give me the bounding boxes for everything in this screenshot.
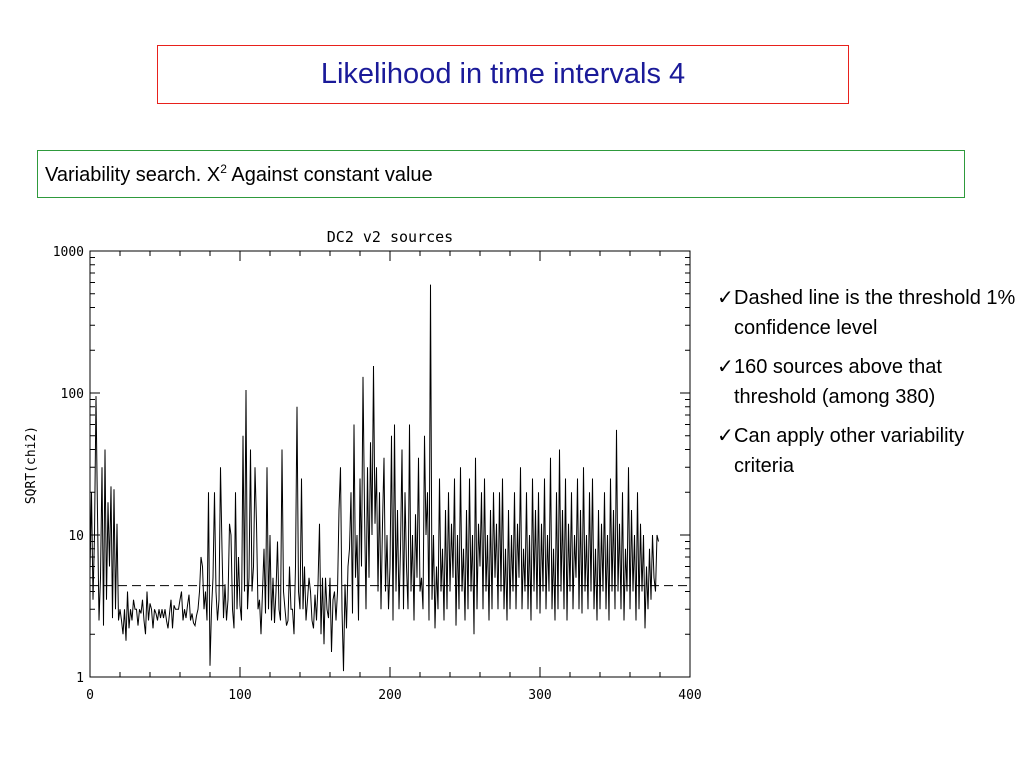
chi2-series-line xyxy=(90,285,659,672)
check-icon: ✓ xyxy=(717,356,734,378)
bullet-text: 160 sources above that threshold (among 380) xyxy=(734,356,942,408)
check-icon: ✓ xyxy=(717,425,734,447)
bullet-item xyxy=(717,352,1017,412)
x-tick-label: 0 xyxy=(86,688,94,703)
subtitle-rest-text: Against constant value xyxy=(226,163,433,186)
subtitle-superscript: 2 xyxy=(220,161,227,176)
slide-title: Likelihood in time intervals 4 xyxy=(320,58,686,90)
y-tick-label: 10 xyxy=(68,529,84,544)
title-box xyxy=(157,45,849,104)
bullet-list xyxy=(717,283,1017,490)
subtitle-main-text: Variability search. X xyxy=(45,163,221,186)
slide-subtitle xyxy=(45,162,433,187)
plot-frame xyxy=(90,251,690,677)
bullet-text: Can apply other variability criteria xyxy=(734,425,965,477)
x-tick-label: 400 xyxy=(678,688,702,703)
axis-ticks xyxy=(90,251,690,677)
y-tick-label: 1 xyxy=(76,671,84,686)
bullet-item xyxy=(717,421,1017,481)
chi2-chart xyxy=(0,215,710,715)
check-icon: ✓ xyxy=(717,287,734,309)
x-tick-label: 200 xyxy=(378,688,402,703)
x-tick-label: 300 xyxy=(528,688,552,703)
bullet-text: Dashed line is the threshold 1% confidence level xyxy=(734,287,1016,339)
y-tick-label: 1000 xyxy=(52,245,84,260)
y-axis-label: SQRT(chi2) xyxy=(24,425,39,505)
x-tick-label: 100 xyxy=(228,688,252,703)
chart-title: DC2 v2 sources xyxy=(326,228,454,246)
bullet-item xyxy=(717,283,1017,343)
y-tick-label: 100 xyxy=(60,387,84,402)
subtitle-box xyxy=(37,150,965,198)
axis-tick-labels xyxy=(53,245,702,703)
